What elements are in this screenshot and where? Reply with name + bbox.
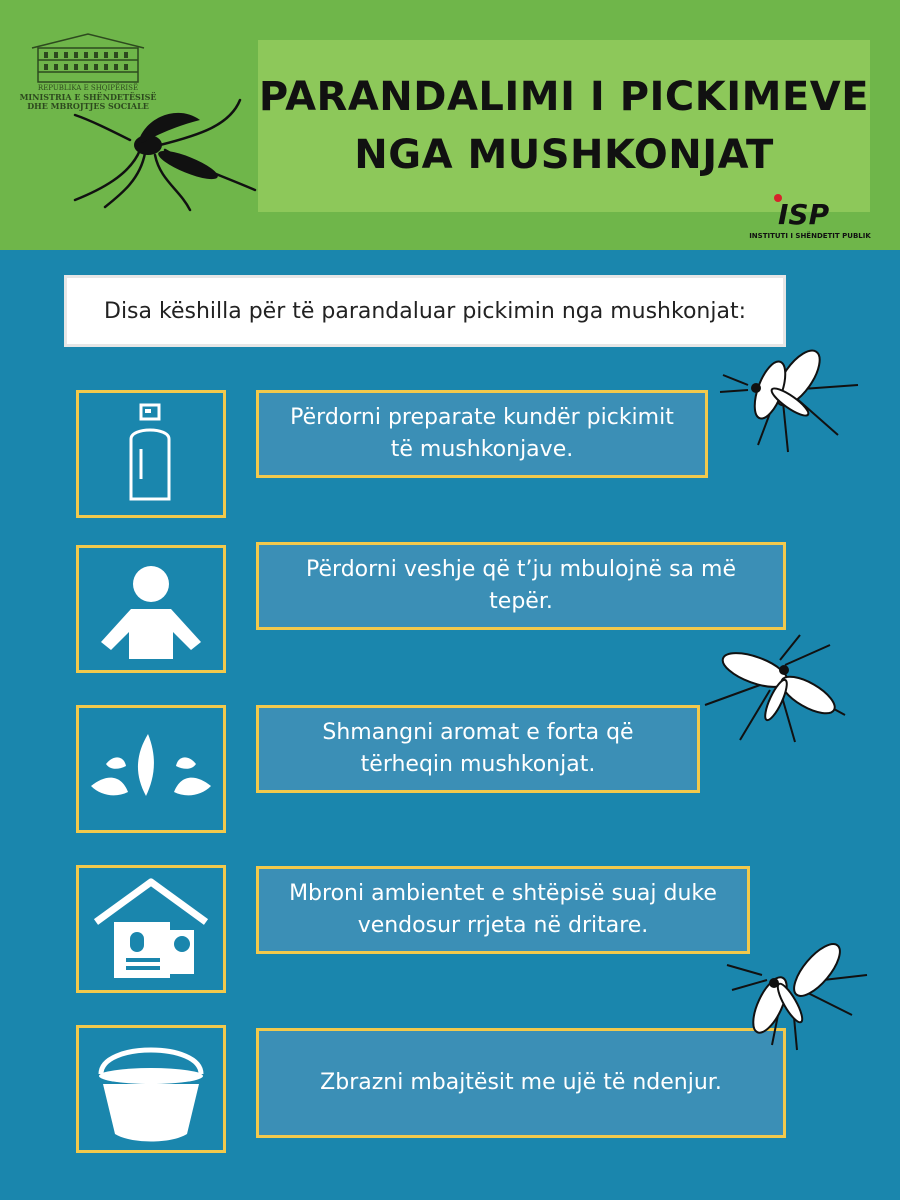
tip-3-line-1: Shmangni aromat e forta që <box>322 720 634 745</box>
page-title <box>258 68 870 184</box>
title-line-2: NGA MUSHKONJAT <box>354 132 774 178</box>
tip-3-icon-box <box>76 705 226 833</box>
tip-1-line-2: të mushkonjave. <box>390 437 574 462</box>
tip-4-line-1: Mbroni ambientet e shtëpisë suaj duke <box>289 881 717 906</box>
tip-1-text-box <box>256 390 708 478</box>
tip-2-line-1: Përdorni veshje që t’ju mbulojnë sa më <box>306 557 736 582</box>
tip-2-icon-box <box>76 545 226 673</box>
tip-2-line-2: tepër. <box>489 589 553 614</box>
intro-text: Disa këshilla për të parandaluar pickimin nga mushkonjat: <box>64 275 786 347</box>
tip-2-text-box <box>256 542 786 630</box>
mosquito-silhouette-icon <box>70 95 260 219</box>
mosquito-icon <box>718 340 868 464</box>
tip-5-icon-box <box>76 1025 226 1153</box>
tip-5-line-1: Zbrazni mbajtësit me ujë të ndenjur. <box>320 1070 722 1095</box>
isp-logo <box>770 190 840 234</box>
house-window-net-icon <box>86 874 216 984</box>
tip-4-icon-box <box>76 865 226 993</box>
ministry-line-3: DHE MBROJTJES SOCIALE <box>27 101 149 111</box>
tip-4-line-2: vendosur rrjeta në dritare. <box>357 913 649 938</box>
mosquito-icon <box>722 935 872 1059</box>
bucket-icon <box>91 1034 211 1144</box>
ministry-line-1: REPUBLIKA E SHQIPËRISË <box>37 84 139 92</box>
tip-5-text-box <box>256 1028 786 1138</box>
clothing-person-icon <box>91 554 211 664</box>
strong-scent-drops-icon <box>86 724 216 814</box>
ministry-line-2: MINISTRIA E SHËNDETËSISË <box>19 92 157 102</box>
isp-mark: ISP <box>778 198 830 230</box>
title-line-1: PARANDALIMI I PICKIMEVE <box>258 74 870 120</box>
tip-3-line-2: tërheqin mushkonjat. <box>360 752 596 777</box>
mosquito-icon <box>700 630 850 754</box>
tip-1-line-1: Përdorni preparate kundër pickimit <box>290 405 674 430</box>
repellent-spray-icon <box>111 399 191 509</box>
tip-1-icon-box <box>76 390 226 518</box>
tip-3-text-box <box>256 705 700 793</box>
title-banner <box>258 40 870 212</box>
tip-4-text-box <box>256 866 750 954</box>
isp-name: INSTITUTI I SHËNDETIT PUBLIK <box>749 232 871 240</box>
